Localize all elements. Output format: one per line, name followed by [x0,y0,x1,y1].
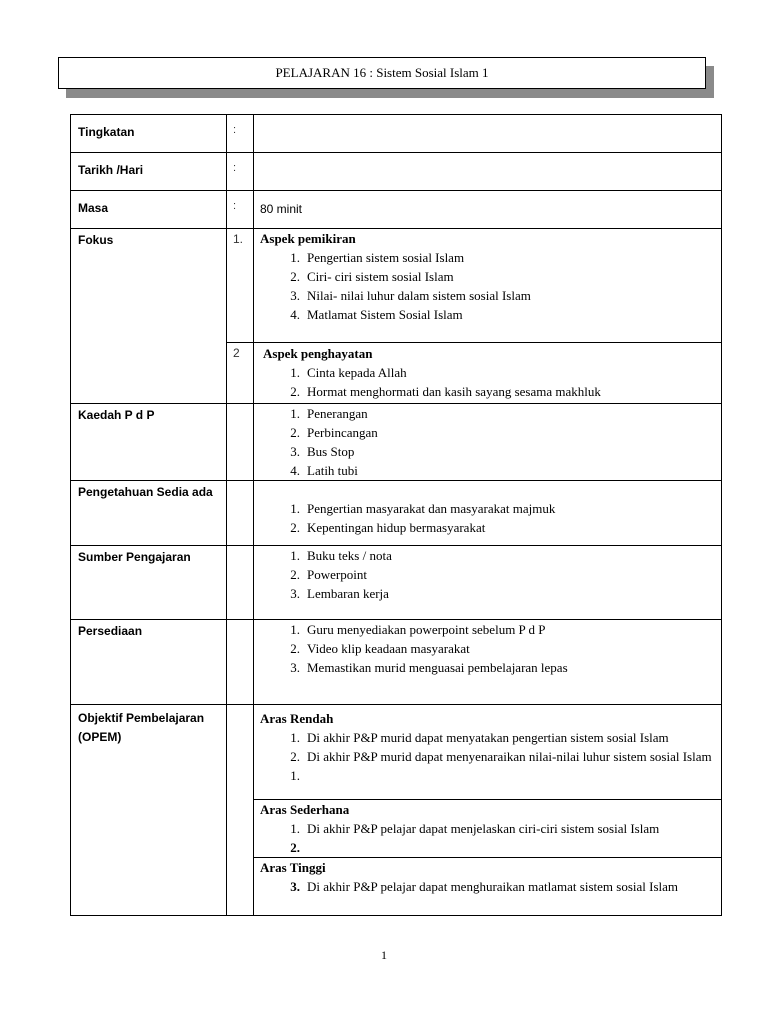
list-item: 2. Hormat menghormati dan kasih sayang sesama makhluk [290,384,601,399]
colon: : [227,191,254,229]
list-item: 2. Ciri- ciri sistem sosial Islam [290,269,454,284]
label-fokus: Fokus [71,229,227,404]
fokus-num-1: 1. [227,229,254,343]
fokus-section-1 [254,229,722,343]
list-item: 2. Powerpoint [290,567,367,582]
aras-sederhana-cell [254,800,722,858]
lesson-title-box [58,57,706,89]
list-item: 1. Penerangan [290,406,368,421]
kaedah-list [260,404,715,480]
sumber-cell [254,546,722,620]
row-pengetahuan [71,481,722,546]
aras-rendah-heading: Aras Rendah [260,711,334,726]
empty-cell [227,546,254,620]
list-item: 3. Lembaran kerja [290,586,389,601]
label-objektif-line2: (OPEM) [78,730,122,744]
aras-sederhana-list [260,819,715,857]
label-tingkatan: Tingkatan [71,115,227,153]
label-masa: Masa [71,191,227,229]
row-persediaan [71,620,722,705]
colon: : [227,115,254,153]
label-sumber: Sumber Pengajaran [71,546,227,620]
colon: : [227,153,254,191]
label-objektif [71,705,227,916]
kaedah-cell [254,404,722,481]
list-item: 2. Di akhir P&P murid dapat menyenaraikan nilai-nilai luhur sistem sosial Islam [290,749,712,764]
list-item: 1. Di akhir P&P pelajar dapat menjelaskan ciri-ciri sistem sosial Islam [290,821,660,836]
list-item: 2. Perbincangan [290,425,378,440]
row-objektif-rendah [71,705,722,800]
aras-tinggi-list [260,877,715,896]
list-item: 2. [290,840,300,855]
row-kaedah [71,404,722,481]
value-tingkatan [254,115,722,153]
list-item: 3. Bus Stop [290,444,355,459]
sumber-list [260,546,715,603]
aras-tinggi-cell [254,858,722,916]
row-tarikh [71,153,722,191]
fokus-list-1 [260,248,715,324]
list-item: 4. Matlamat Sistem Sosial Islam [290,307,463,322]
list-item: 1. Cinta kepada Allah [290,365,407,380]
lesson-plan-table [70,114,722,916]
fokus-section-2 [254,343,722,404]
empty-cell [227,481,254,546]
list-item: 1. Di akhir P&P murid dapat menyatakan pengertian sistem sosial Islam [290,730,669,745]
list-item: 2. Kepentingan hidup bermasyarakat [290,520,486,535]
list-item: 3. Di akhir P&P pelajar dapat menghuraikan matlamat sistem sosial Islam [290,879,679,894]
label-pengetahuan: Pengetahuan Sedia ada [71,481,227,546]
value-tarikh [254,153,722,191]
label-objektif-line1: Objektif Pembelajaran [78,711,205,725]
row-masa [71,191,722,229]
empty-cell [227,404,254,481]
row-fokus-1 [71,229,722,343]
list-item: 3. Nilai- nilai luhur dalam sistem sosial Islam [290,288,531,303]
pengetahuan-list [260,499,715,537]
lesson-title: PELAJARAN 16 : Sistem Sosial Islam 1 [275,65,489,80]
list-item: 1. Buku teks / nota [290,548,392,563]
page-number: 1 [381,948,387,962]
list-item: 1. Pengertian sistem sosial Islam [290,250,465,265]
aras-rendah-list [260,728,715,785]
row-sumber [71,546,722,620]
list-item: 1. Guru menyediakan powerpoint sebelum P d P [290,622,546,637]
aras-tinggi-heading: Aras Tinggi [260,860,326,875]
list-item: 4. Latih tubi [290,463,358,478]
empty-cell [227,620,254,705]
row-tingkatan [71,115,722,153]
list-item: 2. Video klip keadaan masyarakat [290,641,470,656]
empty-cell [227,705,254,916]
aras-rendah-cell [254,705,722,800]
list-item: 1. Pengertian masyarakat dan masyarakat majmuk [290,501,556,516]
fokus-heading-2: Aspek penghayatan [263,346,373,361]
value-masa: 80 minit [254,191,722,229]
fokus-list-2 [260,363,715,401]
persediaan-cell [254,620,722,705]
pengetahuan-cell [254,481,722,546]
fokus-num-2: 2 [227,343,254,404]
fokus-heading-1: Aspek pemikiran [260,231,356,246]
aras-sederhana-heading: Aras Sederhana [260,802,350,817]
label-tarikh: Tarikh /Hari [71,153,227,191]
list-item: 3. Memastikan murid menguasai pembelajaran lepas [290,660,568,675]
label-persediaan: Persediaan [71,620,227,705]
label-kaedah: Kaedah P d P [71,404,227,481]
list-item: 1. [290,768,300,783]
persediaan-list [260,620,715,677]
